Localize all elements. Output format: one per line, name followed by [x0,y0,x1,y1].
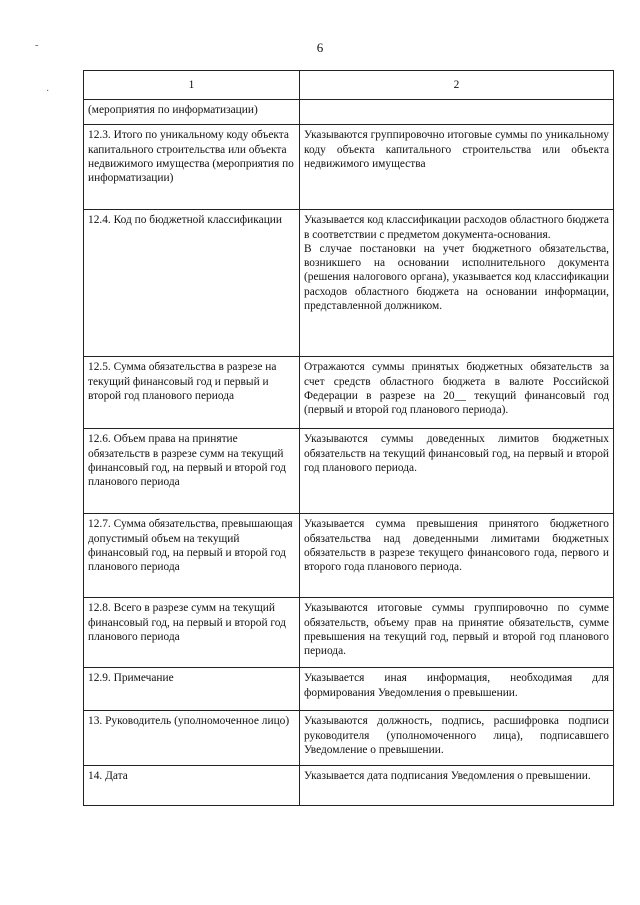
row-item: 14. Дата [84,766,300,806]
row-description: Отражаются суммы принятых бюджетных обязательств за счет средств областного бюджета в валюте Российской Федерации в разрезе на 20__ текущий финансовый год (первый и второй год планового периода). [300,357,614,429]
row-item: 13. Руководитель (уполномоченное лицо) [84,711,300,766]
row-item: 12.4. Код по бюджетной классификации [84,210,300,357]
row-description: Указываются группировочно итоговые суммы по уникальному коду объекта капитального строительства или объекта недвижимого имущества [300,125,614,210]
row-description [300,210,614,357]
description-paragraph: Указывается код классификации расходов областного бюджета в соответствии с предметом документа-основания. [304,214,609,241]
table-row [84,357,614,429]
column-header-1: 1 [84,71,300,100]
table-row [84,598,614,668]
row-description: Указываются суммы доведенных лимитов бюджетных обязательств на текущий финансовый год, на первый и второй год планового периода. [300,429,614,514]
scan-mark: · [46,86,50,97]
table-row [84,766,614,806]
row-item: 12.3. Итого по уникальному коду объекта капитального строительства или объекта недвижимого имущества (мероприятия по информатизации) [84,125,300,210]
table-row [84,125,614,210]
table-row [84,711,614,766]
page-number: 6 [316,40,324,55]
row-description: Указывается иная информация, необходимая для формирования Уведомления о превышении. [300,668,614,711]
row-item: 12.8. Всего в разрезе сумм на текущий финансовый год, на первый и второй год планового периода [84,598,300,668]
row-description: Указывается дата подписания Уведомления о превышении. [300,766,614,806]
row-item: (мероприятия по информатизации) [84,100,300,125]
table-row [84,100,614,125]
row-item: 12.9. Примечание [84,668,300,711]
description-paragraph: В случае постановки на учет бюджетного обязательства, возникшего на основании исполнительного документа (решения налогового органа), указывается код классификации расходов областного бюджета на основании информации, представленной должником. [304,242,609,313]
row-item: 12.7. Сумма обязательства, превышающая допустимый объем на текущий финансовый год, на первый и второй год планового периода [84,514,300,598]
table-header-row [84,71,614,100]
row-item: 12.5. Сумма обязательства в разрезе на текущий финансовый год и первый и второй год планового периода [84,357,300,429]
row-description: Указываются должность, подпись, расшифровка подписи руководителя (уполномоченного лица), подписавшего Уведомление о превышении. [300,711,614,766]
row-description: Указываются итоговые суммы группировочно по сумме обязательств, объему прав на принятие обязательств, сумме превышения на текущий год, первый и второй год планового периода. [300,598,614,668]
row-item: 12.6. Объем права на принятие обязательств в разрезе сумм на текущий финансовый год, на первый и второй год планового периода [84,429,300,514]
table-row [84,429,614,514]
row-description [300,100,614,125]
document-table [83,70,614,806]
table-row [84,668,614,711]
table-row [84,210,614,357]
row-description: Указывается сумма превышения принятого бюджетного обязательства над доведенными лимитами бюджетных обязательств в разрезе текущего финансового года, первого и второго года планового периода. [300,514,614,598]
scan-mark: - [35,40,39,51]
table-row [84,514,614,598]
column-header-2: 2 [300,71,614,100]
